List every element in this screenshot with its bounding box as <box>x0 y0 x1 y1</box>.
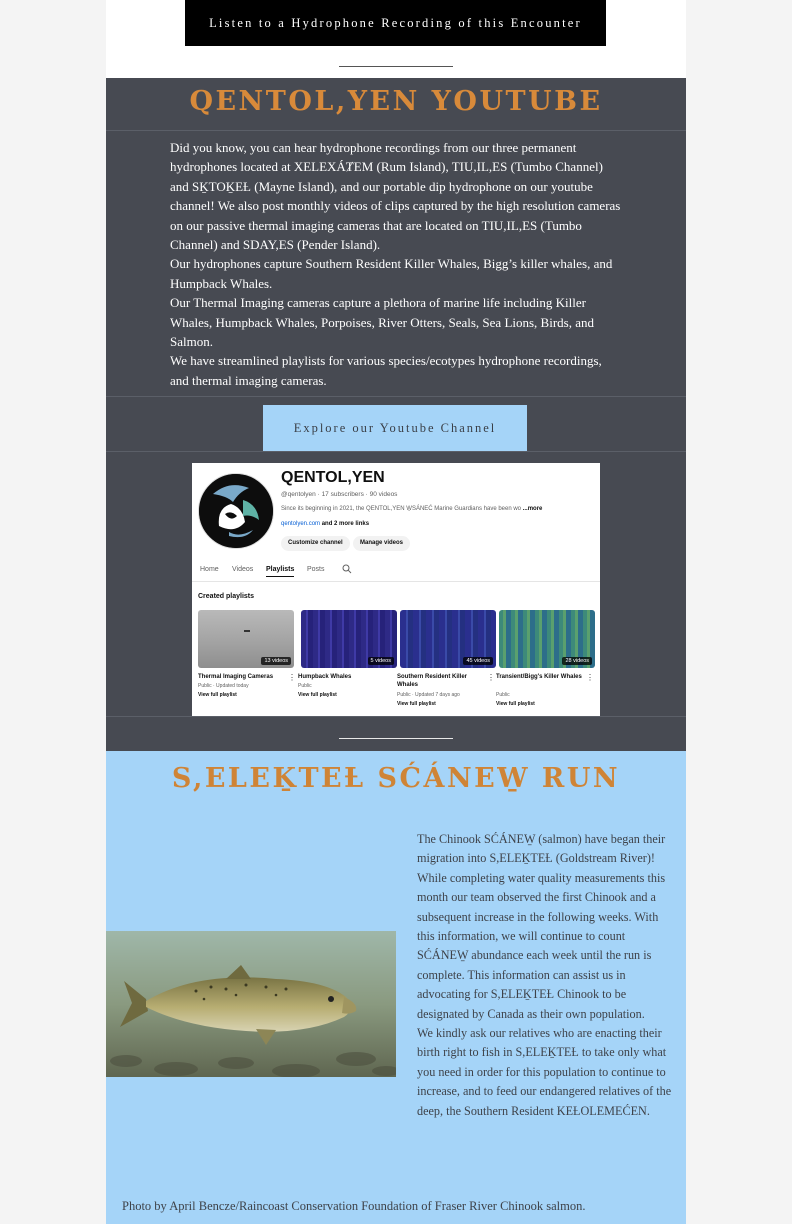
view-playlist-link[interactable]: View full playlist <box>198 692 237 698</box>
more-options-icon[interactable]: ⋮ <box>288 673 296 682</box>
more-options-icon[interactable]: ⋮ <box>487 673 495 682</box>
channel-description <box>281 506 542 512</box>
playlist-thumbnail[interactable] <box>198 610 294 668</box>
channel-meta: @qentolyen · 17 subscribers · 90 videos <box>281 491 398 498</box>
more-options-icon[interactable]: ⋮ <box>586 673 594 682</box>
playlist-status: Public · Updated today <box>198 683 249 689</box>
newsletter-column <box>106 0 686 1224</box>
paragraph: Our hydrophones capture Southern Resident Killer Whales, Bigg’s killer whales, and Humpback Whales. <box>170 256 613 291</box>
paragraph: We have streamlined playlists for various species/ecotypes hydrophone recordings, and thermal imaging cameras. <box>170 353 602 388</box>
paragraph: We kindly ask our relatives who are enacting their birth right to fish in S,ELEḴTEȽ to take only what you need in order for this population to continue to increase, and to feed our endangered relatives of the deep, the Southern Resident KEȽOLEMEĆEN. <box>417 1026 672 1118</box>
salmon-run-section <box>106 751 686 1224</box>
website-link[interactable]: qentolyen.com <box>281 521 321 527</box>
explore-youtube-button[interactable]: Explore our Youtube Channel <box>263 405 527 451</box>
divider <box>106 451 686 452</box>
divider <box>339 738 453 739</box>
section-title: QENTOL,YEN YOUTUBE <box>189 86 603 117</box>
playlist-title[interactable]: Humpback Whales <box>298 674 352 680</box>
more-links[interactable]: and 2 more links <box>321 521 370 527</box>
top-band <box>106 0 686 78</box>
salmon-run-body <box>417 830 672 1121</box>
view-playlist-link[interactable]: View full playlist <box>397 701 436 707</box>
divider <box>106 130 686 131</box>
video-count: 13 videos <box>261 657 291 665</box>
tab-home[interactable]: Home <box>200 566 219 573</box>
view-playlist-link[interactable]: View full playlist <box>496 701 535 707</box>
playlist-title[interactable]: Thermal Imaging Cameras <box>198 674 274 680</box>
playlist-thumbnail[interactable] <box>499 610 595 668</box>
photo-caption: Photo by April Bencze/Raincoast Conservation Foundation of Fraser River Chinook salmon. <box>122 1199 586 1213</box>
view-playlist-link[interactable]: View full playlist <box>298 692 337 698</box>
tab-posts[interactable]: Posts <box>307 566 325 573</box>
paragraph: Our Thermal Imaging cameras capture a plethora of marine life including Killer Whales, Humpback Whales, Porpoises, River Otters, Seals, Sea Lions, Birds, and Salmon. <box>170 295 594 350</box>
thermal-target-icon <box>244 630 250 632</box>
channel-links <box>281 521 369 527</box>
playlist-status: Public · Updated 7 days ago <box>397 692 460 698</box>
video-count: 45 videos <box>463 657 493 665</box>
playlist-status: Public <box>496 692 510 698</box>
channel-name: QENTOL,YEN <box>281 469 385 486</box>
playlist-thumbnail[interactable] <box>301 610 397 668</box>
playlist-title[interactable]: Transient/Bigg's Killer Whales <box>496 674 582 680</box>
youtube-section <box>106 78 686 751</box>
chinook-salmon-photo <box>106 931 396 1077</box>
playlist-title[interactable]: Southern Resident Killer Whales <box>397 674 468 688</box>
search-icon[interactable] <box>342 564 352 576</box>
tab-videos[interactable]: Videos <box>232 566 254 573</box>
video-count: 28 videos <box>562 657 592 665</box>
playlist-status: Public <box>298 683 312 689</box>
paragraph: The Chinook SĆÁNEW̱ (salmon) have began their migration into S,ELEḴTEȽ (Goldstream River)! While completing water quality measurements this month our team observed the first Chinook and a subsequent increase in the following weeks. With this information, we will continue to count SĆÁNEW̱ abundance each week until the run is complete. This information can assist us in advocating for S,ELEḴTEȽ Chinook to be designated by Canada as their own population. <box>417 832 666 1021</box>
paragraph: Did you know, you can hear hydrophone recordings from our three permanent hydrophones located at XELEXÁȾEM (Rum Island), TIU,IL,ES (Tumbo Channel) and SḴTOḴEȽ (Mayne Island), and our portable dip hydrophone on our youtube channel! We also post monthly videos of clips captured by the high resolution cameras on our passive thermal imaging cameras that are located on TIU,IL,ES (Tumbo Channel) and SDAY,ES (Pender Island). <box>170 140 621 253</box>
channel-avatar <box>198 473 274 549</box>
youtube-section-body <box>170 138 622 390</box>
divider <box>106 716 686 717</box>
divider <box>339 66 453 67</box>
video-count: 5 videos <box>368 657 395 665</box>
channel-tabs <box>192 561 600 582</box>
manage-videos-button[interactable]: Manage videos <box>353 536 410 551</box>
customize-channel-button[interactable]: Customize channel <box>281 536 350 551</box>
listen-recording-button[interactable]: Listen to a Hydrophone Recording of this Encounter <box>185 0 606 46</box>
tab-playlists[interactable]: Playlists <box>266 566 294 577</box>
section-title: S,ELEḴTEȽ SĆÁNEW̱ RUN <box>171 763 621 794</box>
qentolyen-logo-icon <box>199 474 273 548</box>
divider <box>106 396 686 397</box>
more-link[interactable]: ...more <box>522 506 543 512</box>
created-playlists-label: Created playlists <box>198 593 255 600</box>
youtube-channel-screenshot[interactable] <box>192 463 600 717</box>
playlist-thumbnail[interactable] <box>400 610 496 668</box>
channel-description-text: Since its beginning in 2021, the QENTOL,YEN W̱SÁNEĆ Marine Guardians have been wo <box>281 506 522 512</box>
